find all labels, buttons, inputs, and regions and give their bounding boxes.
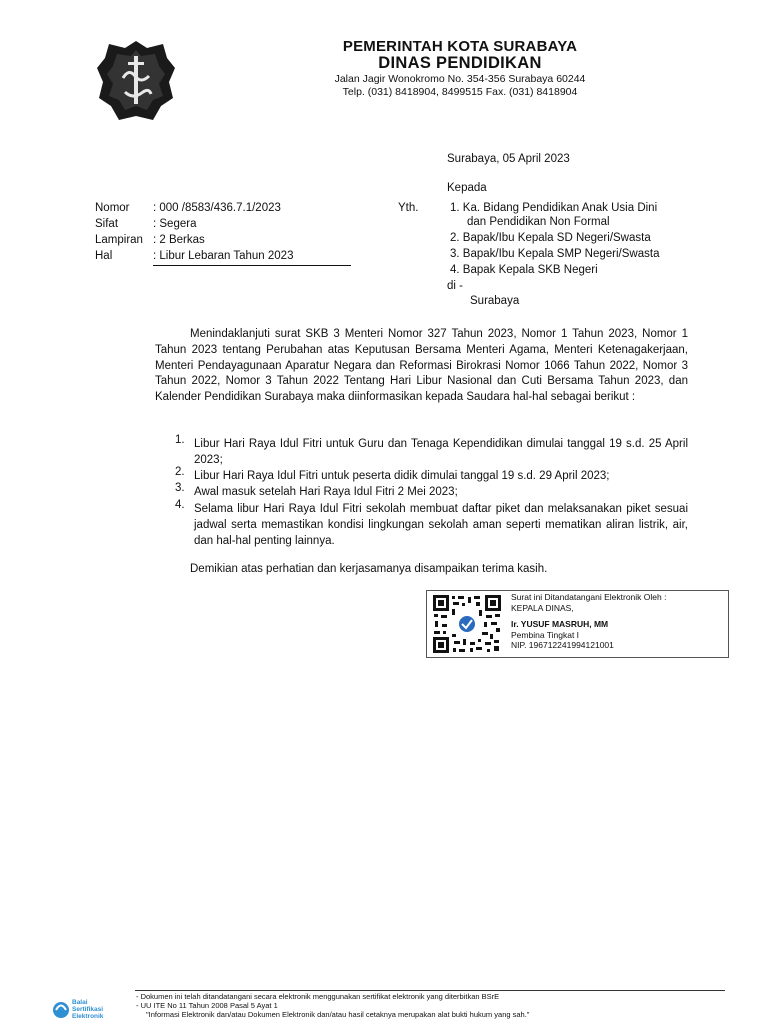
recipient-1-cont: dan Pendidikan Non Formal	[467, 216, 610, 228]
footer-divider	[135, 990, 725, 991]
footer-note-2: - UU ITE No 11 Tahun 2008 Pasal 5 Ayat 1	[136, 1001, 278, 1010]
meta-label-sifat: Sifat	[95, 218, 119, 230]
recipient-4: 4. Bapak Kepala SKB Negeri	[450, 264, 598, 276]
list-item-text: Selama libur Hari Raya Idul Fitri sekolah membuat daftar piket dan melaksanakan piket sesuai jadwal serta memastikan kondisi lingkungan sekolah aman seperti mematikan aliran listrik, air, dan hal-hal penting lainnya.	[194, 503, 688, 547]
recipient-2: 2. Bapak/Ibu Kepala SD Negeri/Swasta	[450, 232, 651, 244]
bsre-logo-line3: Elektronik	[72, 1013, 104, 1020]
meta-value-hal: : Libur Lebaran Tahun 2023	[153, 250, 294, 262]
recipient-di: di -	[447, 280, 463, 292]
body-paragraph-text: Menindaklanjuti surat SKB 3 Menteri Nomor 327 Tahun 2023, Nomor 1 Tahun 2023, Nomor 1 Tahun 2023 tentang Perubahan atas Keputusan Bersama Menteri Agama, Menteri Ketenagakerjaan, Menteri Pendayagunaan Aparatur Negara dan Reformasi Birokrasi Nomor 1066 Tahun 2022, Nomor 3 Tahun 2022, Nomor 3 Tahun 2022 Tentang Hari Libur Nasional dan Cuti Bersama Tahun 2023, dan Kalender Pendidikan Surabaya maka diinformasikan kepada Saudara hal-hal sebagai berikut :	[155, 328, 688, 404]
bsre-logo-line2: Sertifikasi	[72, 1006, 104, 1013]
list-item-text: Libur Hari Raya Idul Fitri untuk peserta didik dimulai tanggal 19 s.d. 29 April 2023;	[194, 470, 610, 482]
signature-caption: Surat ini Ditandatangani Elektronik Oleh :	[511, 592, 667, 602]
e-signature-box	[426, 590, 729, 658]
bsre-logo-line1: Balai	[72, 999, 88, 1006]
place-date: Surabaya, 05 April 2023	[447, 153, 570, 165]
recipient-yth: Yth.	[398, 202, 419, 214]
signer-rank: Pembina Tingkat I	[511, 629, 580, 640]
meta-label-nomor: Nomor	[95, 202, 130, 214]
subject-underline	[153, 265, 351, 266]
list-item-number: 1.	[175, 434, 185, 446]
list-item-number: 4.	[175, 499, 185, 511]
header-contact: Telp. (031) 8418904, 8499515 Fax. (031) 8418904	[342, 86, 578, 98]
header-government: PEMERINTAH KOTA SURABAYA	[342, 38, 578, 55]
qr-code-icon	[432, 594, 502, 654]
footer-note-1: - Dokumen ini telah ditandatangani secara elektronik menggunakan sertifikat elektronik yang diterbitkan BSrE	[136, 992, 500, 1001]
signer-name: Ir. YUSUF MASRUH, MM	[511, 619, 609, 630]
recipient-3: 3. Bapak/Ibu Kepala SMP Negeri/Swasta	[450, 248, 660, 260]
meta-label-hal: Hal	[95, 250, 113, 262]
meta-value-lampiran: : 2 Berkas	[153, 234, 205, 246]
meta-label-lampiran: Lampiran	[95, 234, 143, 246]
list-item-text: Awal masuk setelah Hari Raya Idul Fitri 2 Mei 2023;	[194, 486, 458, 498]
signer-nip: NIP. 196712241994121001	[511, 640, 614, 651]
list-item-number: 3.	[175, 482, 185, 494]
recipient-city: Surabaya	[470, 295, 520, 307]
meta-value-nomor: : 000 /8583/436.7.1/2023	[153, 202, 281, 214]
kepada-label: Kepada	[447, 182, 487, 194]
list-item-text: Libur Hari Raya Idul Fitri untuk Guru dan Tenaga Kependidikan dimulai tanggal 19 s.d. 25 April 2023;	[194, 438, 688, 466]
recipient-1: 1. Ka. Bidang Pendidikan Anak Usia Dini	[450, 202, 658, 214]
surabaya-coat-of-arms-logo	[95, 38, 177, 124]
header-agency: DINAS PENDIDIKAN	[378, 54, 542, 72]
meta-value-sifat: : Segera	[153, 218, 197, 230]
list-item-number: 2.	[175, 466, 185, 478]
closing-text: Demikian atas perhatian dan kerjasamanya disampaikan terima kasih.	[190, 563, 548, 575]
header-address: Jalan Jagir Wonokromo No. 354-356 Surabaya 60244	[334, 73, 586, 85]
bsre-logo	[52, 995, 132, 1023]
signature-position: KEPALA DINAS,	[511, 602, 574, 613]
body-paragraph	[155, 327, 688, 406]
footer-note-3: "Informasi Elektronik dan/atau Dokumen Elektronik dan/atau hasil cetaknya merupakan alat bukti hukum yang sah."	[146, 1010, 530, 1019]
